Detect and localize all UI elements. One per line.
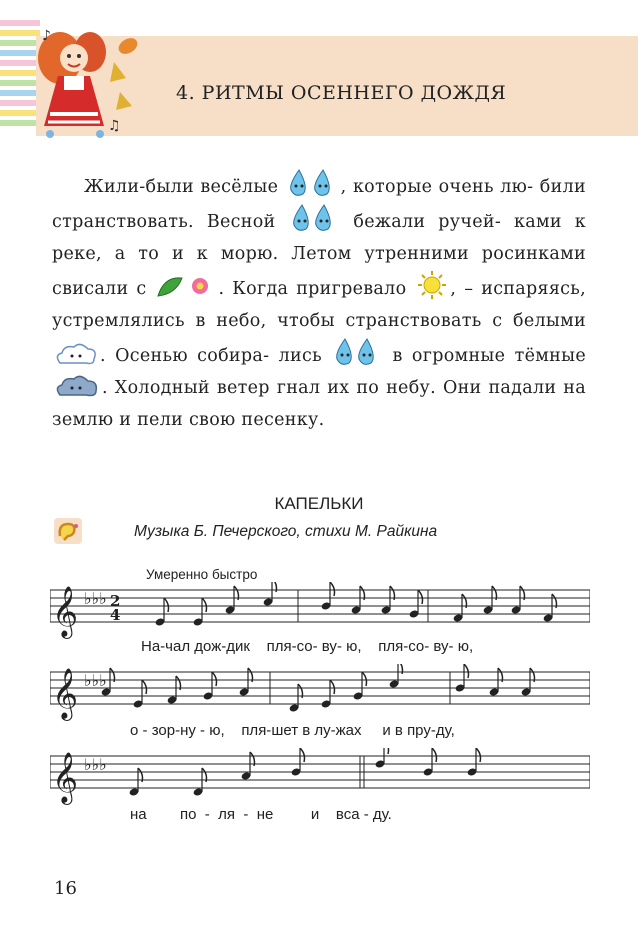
syllable: ну (180, 722, 196, 739)
prose-line8: ветер гнал их по небу. Они падали на землю и (52, 378, 586, 430)
syllable: На- (141, 638, 166, 655)
lyrics-line-2 (130, 722, 455, 739)
syllable: дож- (194, 638, 227, 655)
syllable: по (179, 806, 197, 823)
leaf-and-flower-icon (154, 272, 218, 300)
svg-text:♫: ♫ (108, 118, 121, 134)
svg-text:4: 4 (110, 606, 121, 624)
syllable: в (394, 722, 403, 739)
syllable: и (382, 722, 391, 739)
syllable: жах (335, 722, 362, 739)
syllable: -со (403, 638, 425, 655)
syllable: пля (378, 638, 404, 655)
story-text (52, 168, 586, 436)
prose-line4-a: росинками свисали с (52, 244, 586, 299)
raindrops-icon (288, 203, 340, 233)
syllable: ду. (372, 806, 392, 823)
syllable: ду, (435, 722, 455, 739)
svg-text:2: 2 (110, 592, 121, 610)
svg-text:♭♭♭: ♭♭♭ (84, 671, 107, 690)
tempo-marking: Умеренно быстро (146, 567, 258, 582)
syllable: в (335, 806, 344, 823)
page-number: 16 (54, 878, 77, 899)
syllable: лу- (314, 722, 336, 739)
eighth-note (263, 582, 277, 607)
syllable: ля (218, 806, 236, 823)
syllable: пля (266, 638, 292, 655)
prose-line7-b: в огромные тёмные (392, 346, 586, 366)
syllable: чал (165, 638, 191, 655)
syllable: - (142, 722, 148, 739)
syllable: зор- (151, 722, 181, 739)
syllable: - (363, 806, 369, 823)
song-title: КАПЕЛЬКИ (274, 494, 364, 513)
dark-cloud-icon (52, 373, 102, 399)
song-credits: Музыка Б. Печерского, стихи М. Райкина (134, 523, 438, 540)
syllable: -со (291, 638, 313, 655)
prose-line5: , – испаряясь, устремлялись в небо, чтобы (52, 279, 586, 331)
prose-line7-a: лись (278, 346, 322, 366)
prose-line6-b: . Осенью собира- (100, 346, 270, 366)
prose-line3: ками к реке, а то и к морю. Летом утренними (52, 212, 586, 264)
prose-line9: пели свою песенку. (137, 410, 325, 430)
svg-text:𝄞: 𝄞 (52, 752, 79, 803)
prose-line2-a: били странствовать. Весной (52, 177, 586, 232)
raindrops-icon (285, 168, 341, 198)
syllable: не (256, 806, 274, 823)
prose-line4-b: . Когда пригревало (218, 279, 407, 299)
prose-line2-b: бежали ручей- (353, 212, 502, 232)
prose-line6-a: странствовать с белыми (345, 311, 587, 331)
syllable: - ву (424, 638, 449, 655)
white-cloud-icon (52, 341, 100, 367)
girl-with-bells-illustration (30, 22, 140, 140)
syllable: о (130, 722, 139, 739)
raindrops-icon (331, 337, 383, 367)
svg-text:♭♭♭: ♭♭♭ (84, 589, 107, 608)
eighth-note (375, 748, 389, 769)
syllable: пру- (407, 722, 436, 739)
syllable: дик (226, 638, 250, 655)
syllable: пля- (241, 722, 272, 739)
prose-line1-a: Жили-были весёлые (84, 177, 279, 197)
lyrics-line-3 (130, 806, 392, 823)
music-staff-3 (50, 748, 590, 808)
music-staff-1 (50, 582, 590, 642)
svg-text:𝄞: 𝄞 (52, 586, 79, 637)
syllable: са (343, 806, 360, 823)
prose-line1-b: , которые очень лю- (340, 177, 534, 197)
syllable: - ю, (448, 638, 474, 655)
svg-text:♭♭♭: ♭♭♭ (84, 755, 107, 774)
eighth-note (389, 664, 403, 689)
svg-text:♪: ♪ (42, 28, 51, 44)
syllable: - ю, (200, 722, 225, 739)
syllable: - ю, (336, 638, 362, 655)
syllable: шет (271, 722, 299, 739)
svg-text:𝄞: 𝄞 (52, 668, 79, 719)
syllable: и (310, 806, 320, 823)
chapter-title: 4. РИТМЫ ОСЕННЕГО ДОЖДЯ (176, 82, 507, 104)
syllable: - (204, 806, 210, 823)
sun-icon (414, 270, 450, 300)
prose-line7-c: . Холодный (102, 378, 210, 398)
syllable: - ву (312, 638, 337, 655)
syllable: на (130, 806, 147, 823)
syllable: в (302, 722, 311, 739)
syllable: - (243, 806, 249, 823)
music-staff-2 (50, 664, 590, 724)
lyrics-line-1 (141, 638, 473, 655)
listen-ear-icon (54, 518, 82, 544)
